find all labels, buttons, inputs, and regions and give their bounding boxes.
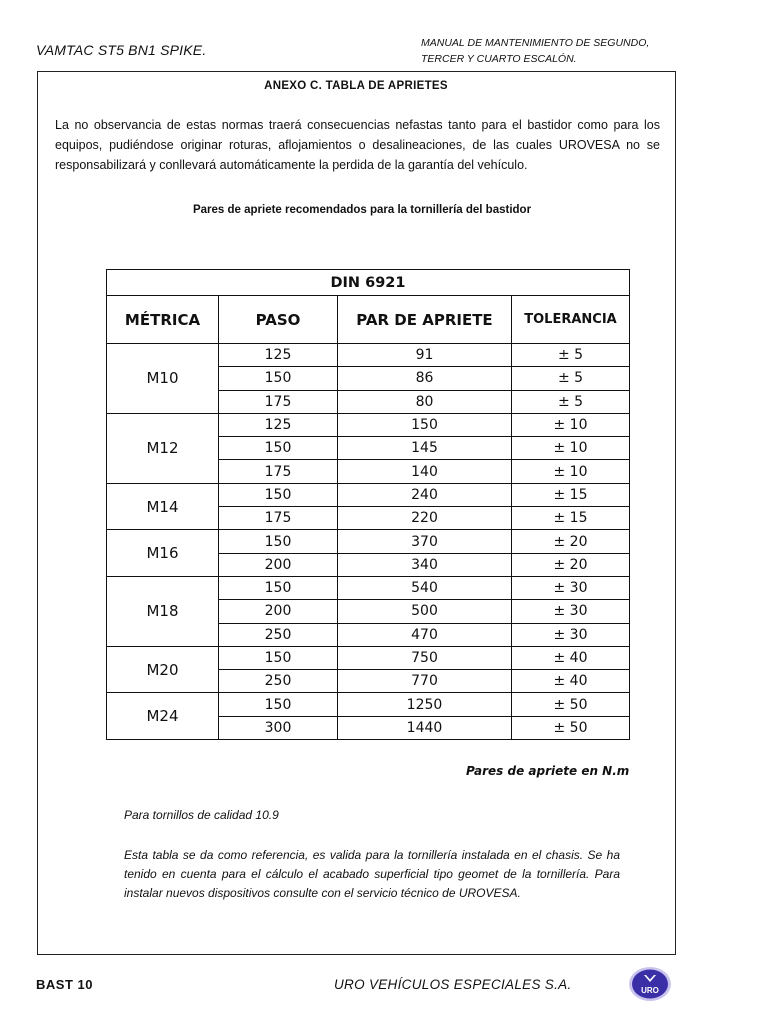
tolerancia-cell: ± 50 — [512, 716, 630, 739]
par-cell: 240 — [338, 483, 512, 506]
tolerancia-cell: ± 10 — [512, 437, 630, 460]
par-cell: 540 — [338, 576, 512, 599]
table-row — [107, 693, 630, 716]
manual-title-line2: TERCER Y CUARTO ESCALÓN. — [421, 53, 577, 65]
table-standard-title: DIN 6921 — [107, 270, 630, 296]
par-cell: 80 — [338, 390, 512, 413]
paso-cell: 125 — [219, 413, 338, 436]
tolerancia-cell: ± 20 — [512, 530, 630, 553]
paso-cell: 150 — [219, 576, 338, 599]
tolerancia-cell: ± 10 — [512, 460, 630, 483]
paso-cell: 175 — [219, 390, 338, 413]
tolerancia-cell: ± 5 — [512, 367, 630, 390]
paso-cell: 300 — [219, 716, 338, 739]
reference-note: Esta tabla se da como referencia, es valida para la tornillería instalada en el chasis. Se ha tenido en cuenta para el cálculo el acabado superficial tipo geomet de la tornillería. Para instalar nuevos dispositivos consulte con el servicio técnico de UROVESA. — [124, 848, 620, 900]
metric-cell: M20 — [107, 646, 219, 693]
units-note: Pares de apriete en N.m — [466, 764, 630, 778]
metric-cell: M16 — [107, 530, 219, 577]
paso-cell: 175 — [219, 507, 338, 530]
par-cell: 770 — [338, 670, 512, 693]
par-cell: 220 — [338, 507, 512, 530]
paso-cell: 200 — [219, 600, 338, 623]
header-metrica: MÉTRICA — [107, 296, 219, 344]
tolerancia-cell: ± 30 — [512, 600, 630, 623]
par-cell: 150 — [338, 413, 512, 436]
tolerancia-cell: ± 30 — [512, 576, 630, 599]
header-paso: PASO — [219, 296, 338, 344]
metric-cell: M10 — [107, 344, 219, 414]
company-name: URO VEHÍCULOS ESPECIALES S.A. — [334, 977, 572, 992]
par-cell: 470 — [338, 623, 512, 646]
table-row — [107, 646, 630, 669]
tolerancia-cell: ± 10 — [512, 413, 630, 436]
metric-cell: M12 — [107, 413, 219, 483]
table-row — [107, 576, 630, 599]
tolerancia-cell: ± 15 — [512, 483, 630, 506]
tolerancia-cell: ± 15 — [512, 507, 630, 530]
document-title: VAMTAC ST5 BN1 SPIKE. — [36, 42, 207, 58]
tolerancia-cell: ± 5 — [512, 390, 630, 413]
tolerancia-cell: ± 40 — [512, 670, 630, 693]
tolerancia-cell: ± 5 — [512, 344, 630, 367]
uro-logo-icon — [628, 966, 672, 1002]
paso-cell: 200 — [219, 553, 338, 576]
par-cell: 1250 — [338, 693, 512, 716]
section-title: ANEXO C. TABLA DE APRIETES — [264, 80, 448, 92]
tolerancia-cell: ± 50 — [512, 693, 630, 716]
manual-title — [421, 35, 649, 67]
table-row — [107, 530, 630, 553]
intro-paragraph: La no observancia de estas normas traerá consecuencias nefastas tanto para el bastidor como para los equipos, pudiéndose originar roturas, aflojamientos o desalineaciones, de las cuales UROVESA no se responsabilizará y conllevará automáticamente la perdida de la garantía del vehículo. — [55, 118, 660, 172]
paso-cell: 150 — [219, 646, 338, 669]
table-body — [107, 344, 630, 740]
paso-cell: 250 — [219, 670, 338, 693]
table-row — [107, 344, 630, 367]
par-cell: 1440 — [338, 716, 512, 739]
par-cell: 370 — [338, 530, 512, 553]
par-cell: 140 — [338, 460, 512, 483]
paso-cell: 175 — [219, 460, 338, 483]
metric-cell: M24 — [107, 693, 219, 740]
metric-cell: M14 — [107, 483, 219, 530]
table-row — [107, 483, 630, 506]
header-tolerancia: TOLERANCIA — [512, 296, 630, 344]
paso-cell: 150 — [219, 367, 338, 390]
paso-cell: 150 — [219, 530, 338, 553]
paso-cell: 125 — [219, 344, 338, 367]
par-cell: 340 — [338, 553, 512, 576]
par-cell: 750 — [338, 646, 512, 669]
metric-cell: M18 — [107, 576, 219, 646]
par-cell: 500 — [338, 600, 512, 623]
paso-cell: 150 — [219, 437, 338, 460]
torque-table — [106, 269, 630, 740]
table-row — [107, 413, 630, 436]
tolerancia-cell: ± 40 — [512, 646, 630, 669]
table-subtitle: Pares de apriete recomendados para la tornillería del bastidor — [192, 204, 532, 216]
par-cell: 145 — [338, 437, 512, 460]
paso-cell: 250 — [219, 623, 338, 646]
tolerancia-cell: ± 20 — [512, 553, 630, 576]
paso-cell: 150 — [219, 693, 338, 716]
manual-title-line1: MANUAL DE MANTENIMIENTO DE SEGUNDO, — [421, 37, 650, 49]
par-cell: 91 — [338, 344, 512, 367]
page-code: BAST 10 — [36, 977, 93, 992]
header-par-apriete: PAR DE APRIETE — [338, 296, 512, 344]
logo-text: URO — [641, 986, 659, 995]
paso-cell: 150 — [219, 483, 338, 506]
par-cell: 86 — [338, 367, 512, 390]
quality-note: Para tornillos de calidad 10.9 — [124, 808, 279, 822]
tolerancia-cell: ± 30 — [512, 623, 630, 646]
